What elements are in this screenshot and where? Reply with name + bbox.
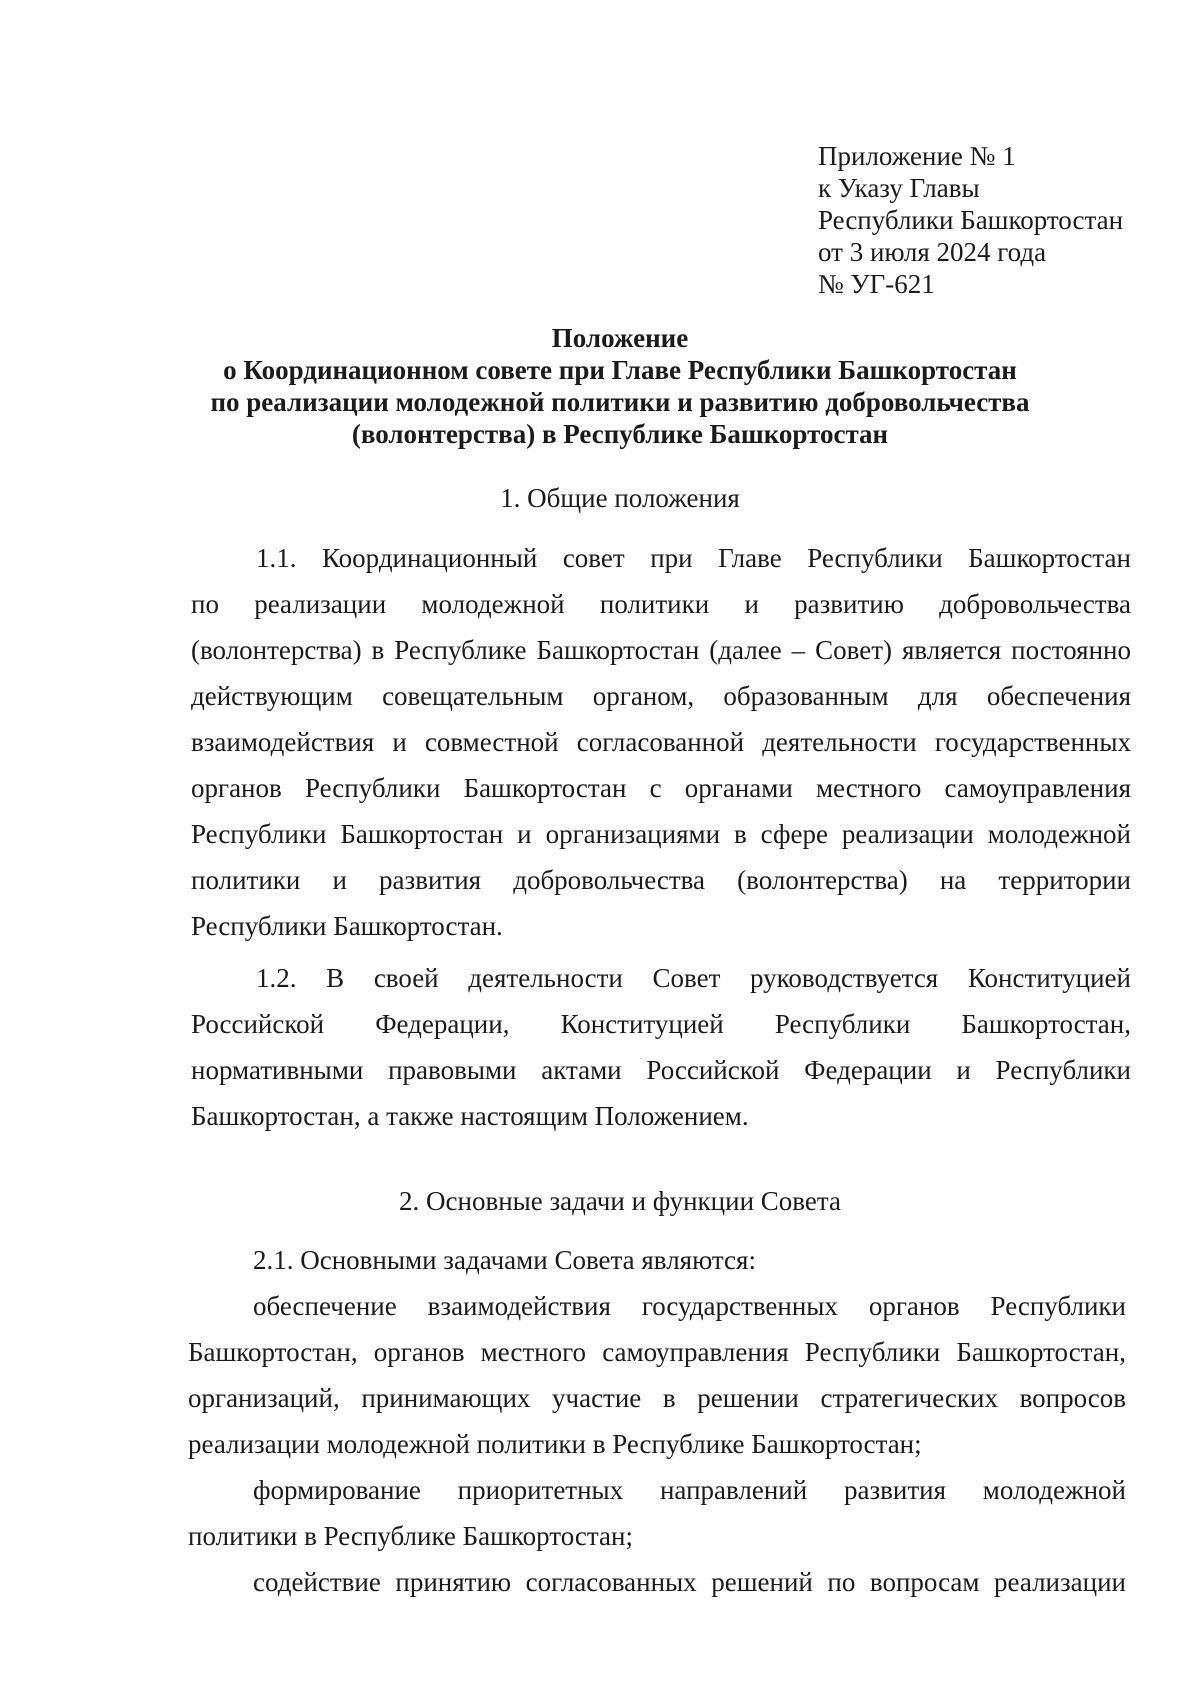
text-line: Республики Башкортостан и организациями в сфере реализации молодежной — [191, 819, 1131, 849]
text-line: Республики Башкортостан. — [191, 911, 503, 941]
section-1-heading: 1. Общие положения — [500, 483, 740, 513]
text-line: политики и развития добровольчества (волонтерства) на территории — [191, 865, 1131, 895]
attachment-line: Республики Башкортостан — [818, 205, 1124, 235]
text-line: формирование приоритетных направлений развития молодежной — [253, 1475, 1126, 1505]
text-line: 1.2. В своей деятельности Совет руководствуется Конституцией — [256, 963, 1131, 993]
paragraph-1-1 — [191, 542, 1131, 956]
title-line: (волонтерства) в Республике Башкортостан — [351, 419, 889, 449]
text-line: организаций, принимающих участие в решении стратегических вопросов — [188, 1383, 1126, 1413]
attachment-line: от 3 июля 2024 года — [818, 237, 1047, 267]
text-line: реализации молодежной политики в Республике Башкортостан; — [188, 1429, 922, 1459]
text-line: Башкортостан, органов местного самоуправления Республики Башкортостан, — [188, 1337, 1126, 1367]
attachment-line: № УГ-621 — [818, 269, 935, 299]
title-line: Положение — [551, 323, 689, 353]
text-line: 2.1. Основными задачами Совета являются: — [253, 1245, 756, 1275]
paragraph-2-1 — [188, 1244, 1126, 1612]
attachment-line: к Указу Главы — [818, 173, 980, 203]
title-line: о Координационном совете при Главе Республики Башкортостан — [223, 355, 1017, 385]
text-line: действующим совещательным органом, образованным для обеспечения — [191, 681, 1131, 711]
text-line: по реализации молодежной политики и развитию добровольчества — [191, 589, 1131, 619]
text-line: политики в Республике Башкортостан; — [188, 1521, 633, 1551]
text-line: 1.1. Координационный совет при Главе Республики Башкортостан — [256, 543, 1131, 573]
attachment-line: Приложение № 1 — [818, 141, 1016, 171]
text-line: содействие принятию согласованных решений по вопросам реализации — [253, 1567, 1126, 1597]
text-line: Башкортостан, а также настоящим Положением. — [191, 1101, 749, 1131]
text-line: органов Республики Башкортостан с органами местного самоуправления — [191, 773, 1131, 803]
attachment-block — [818, 140, 1123, 300]
document-title — [180, 322, 1060, 450]
text-line: нормативными правовыми актами Российской Федерации и Республики — [191, 1055, 1131, 1085]
title-line: по реализации молодежной политики и развитию добровольчества — [210, 387, 1030, 417]
paragraph-1-2 — [191, 962, 1131, 1146]
section-2-heading: 2. Основные задачи и функции Совета — [399, 1186, 841, 1216]
text-line: обеспечение взаимодействия государственных органов Республики — [253, 1291, 1126, 1321]
text-line: Российской Федерации, Конституцией Республики Башкортостан, — [191, 1009, 1131, 1039]
text-line: взаимодействия и совместной согласованной деятельности государственных — [191, 727, 1131, 757]
text-line: (волонтерства) в Республике Башкортостан (далее – Совет) является постоянно — [191, 635, 1131, 665]
